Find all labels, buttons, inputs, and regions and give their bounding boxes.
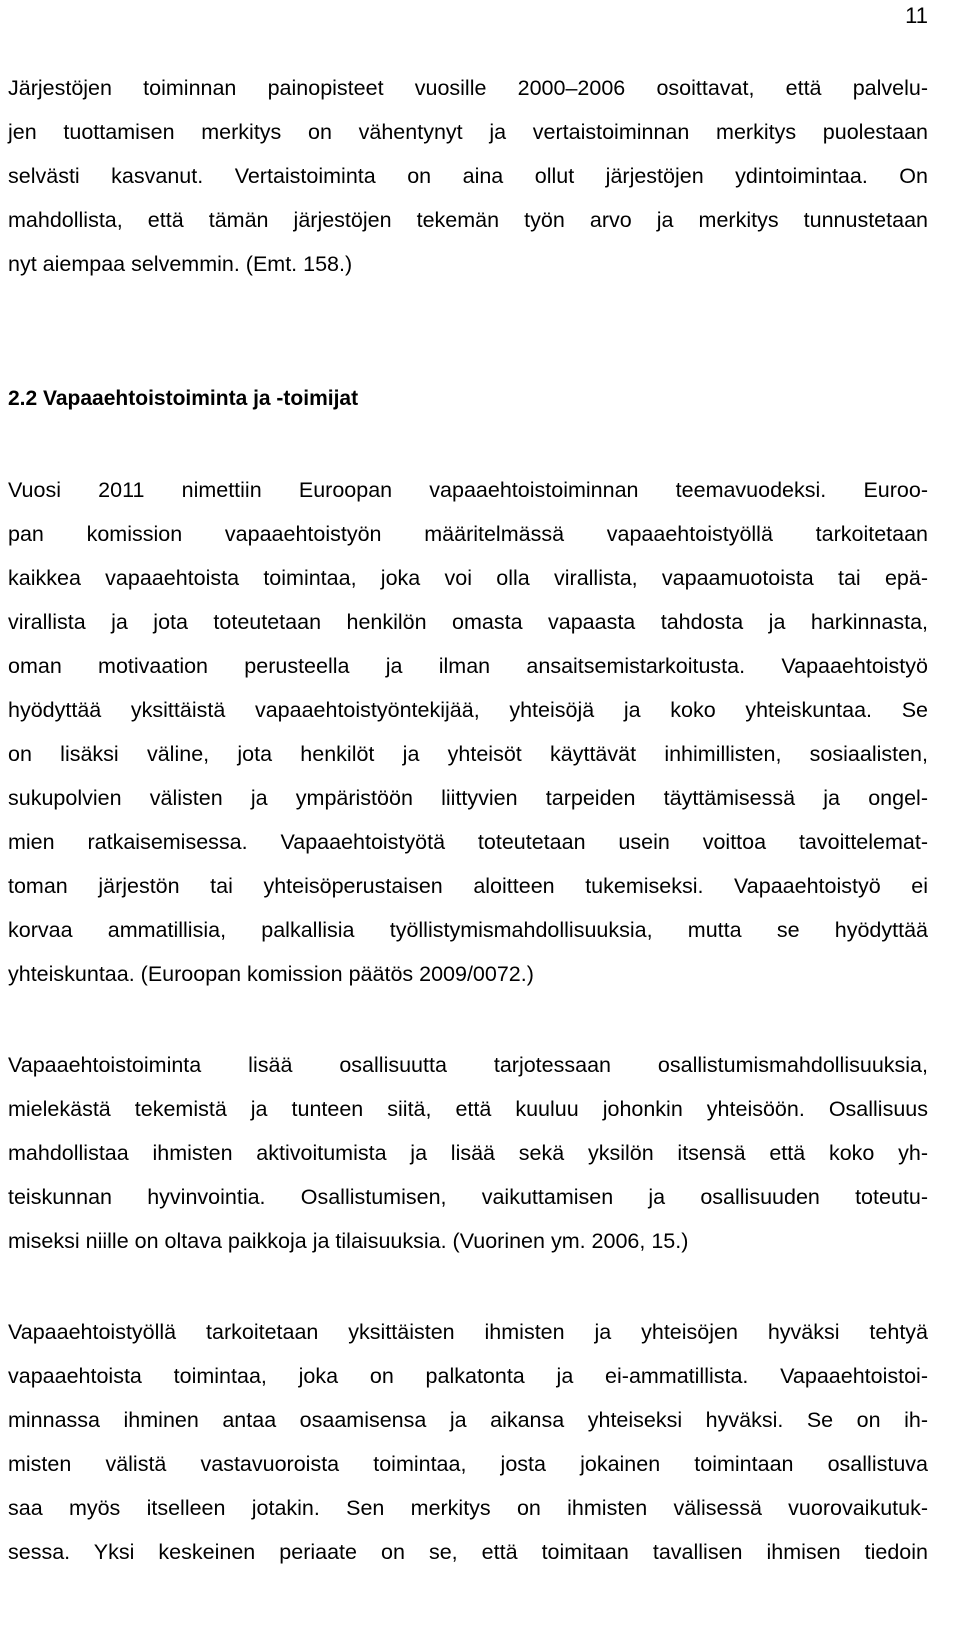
text-line: miseksi niille on oltava paikkoja ja tilaisuuksia. (Vuorinen ym. 2006, 15.) xyxy=(8,1229,689,1253)
text-line: mahdollista, että tämän järjestöjen tekemän työn arvo ja merkitys tunnustetaan xyxy=(8,208,928,232)
text-line: mien ratkaisemisessa. Vapaaehtoistyötä toteutetaan usein voittoa tavoittelemat- xyxy=(8,830,928,854)
section-heading: 2.2 Vapaaehtoistoiminta ja -toimijat xyxy=(8,387,359,410)
text-line: korvaa ammatillisia, palkallisia työllistymismahdollisuuksia, mutta se hyödyttää xyxy=(8,918,928,942)
text-line: jen tuottamisen merkitys on vähentynyt ja vertaistoiminnan merkitys puolestaan xyxy=(8,120,928,144)
text-line: saa myös itselleen jotakin. Sen merkitys on ihmisten välisessä vuorovaikutuk- xyxy=(8,1496,928,1520)
text-line: sessa. Yksi keskeinen periaate on se, että toimitaan tavallisen ihmisen tiedoin xyxy=(8,1540,928,1564)
text-line: kaikkea vapaaehtoista toimintaa, joka voi olla virallista, vapaamuotoista tai epä- xyxy=(8,566,928,590)
text-line: virallista ja jota toteutetaan henkilön omasta vapaasta tahdosta ja harkinnasta, xyxy=(8,610,928,634)
text-line: Vapaaehtoistoiminta lisää osallisuutta tarjotessaan osallistumismahdollisuuksia, xyxy=(8,1053,928,1077)
text-line: misten välistä vastavuoroista toimintaa, josta jokainen toimintaan osallistuva xyxy=(8,1452,928,1476)
text-line: pan komission vapaaehtoistyön määritelmässä vapaaehtoistyöllä tarkoitetaan xyxy=(8,522,928,546)
text-line: selvästi kasvanut. Vertaistoiminta on aina ollut järjestöjen ydintoimintaa. On xyxy=(8,164,928,188)
text-line: Vapaaehtoistyöllä tarkoitetaan yksittäisten ihmisten ja yhteisöjen hyväksi tehtyä xyxy=(8,1320,928,1344)
text-line: toman järjestön tai yhteisöperustaisen aloitteen tukemiseksi. Vapaaehtoistyö ei xyxy=(8,874,928,898)
text-line: Järjestöjen toiminnan painopisteet vuosille 2000–2006 osoittavat, että palvelu- xyxy=(8,76,928,100)
text-line: oman motivaation perusteella ja ilman ansaitsemistarkoitusta. Vapaaehtoistyö xyxy=(8,654,928,678)
text-line: hyödyttää yksittäistä vapaaehtoistyöntekijää, yhteisöjä ja koko yhteiskuntaa. Se xyxy=(8,698,928,722)
text-line: mielekästä tekemistä ja tunteen siitä, että kuuluu johonkin yhteisöön. Osallisuus xyxy=(8,1097,928,1121)
text-line: teiskunnan hyvinvointia. Osallistumisen, vaikuttamisen ja osallisuuden toteutu- xyxy=(8,1185,928,1209)
text-line: nyt aiempaa selvemmin. (Emt. 158.) xyxy=(8,252,353,276)
text-line: on lisäksi väline, jota henkilöt ja yhteisöt käyttävät inhimillisten, sosiaalisten, xyxy=(8,742,928,766)
text-line: minnassa ihminen antaa osaamisensa ja aikansa yhteiseksi hyväksi. Se on ih- xyxy=(8,1408,928,1432)
page-number: 11 xyxy=(905,3,928,28)
text-line: mahdollistaa ihmisten aktivoitumista ja lisää sekä yksilön itsensä että koko yh- xyxy=(8,1141,928,1165)
text-line: vapaaehtoista toimintaa, joka on palkatonta ja ei-ammatillista. Vapaaehtoistoi- xyxy=(8,1364,928,1388)
text-line: sukupolvien välisten ja ympäristöön liittyvien tarpeiden täyttämisessä ja ongel- xyxy=(8,786,928,810)
text-line: yhteiskuntaa. (Euroopan komission päätös 2009/0072.) xyxy=(8,962,534,986)
text-line: Vuosi 2011 nimettiin Euroopan vapaaehtoistoiminnan teemavuodeksi. Euroo- xyxy=(8,478,928,502)
